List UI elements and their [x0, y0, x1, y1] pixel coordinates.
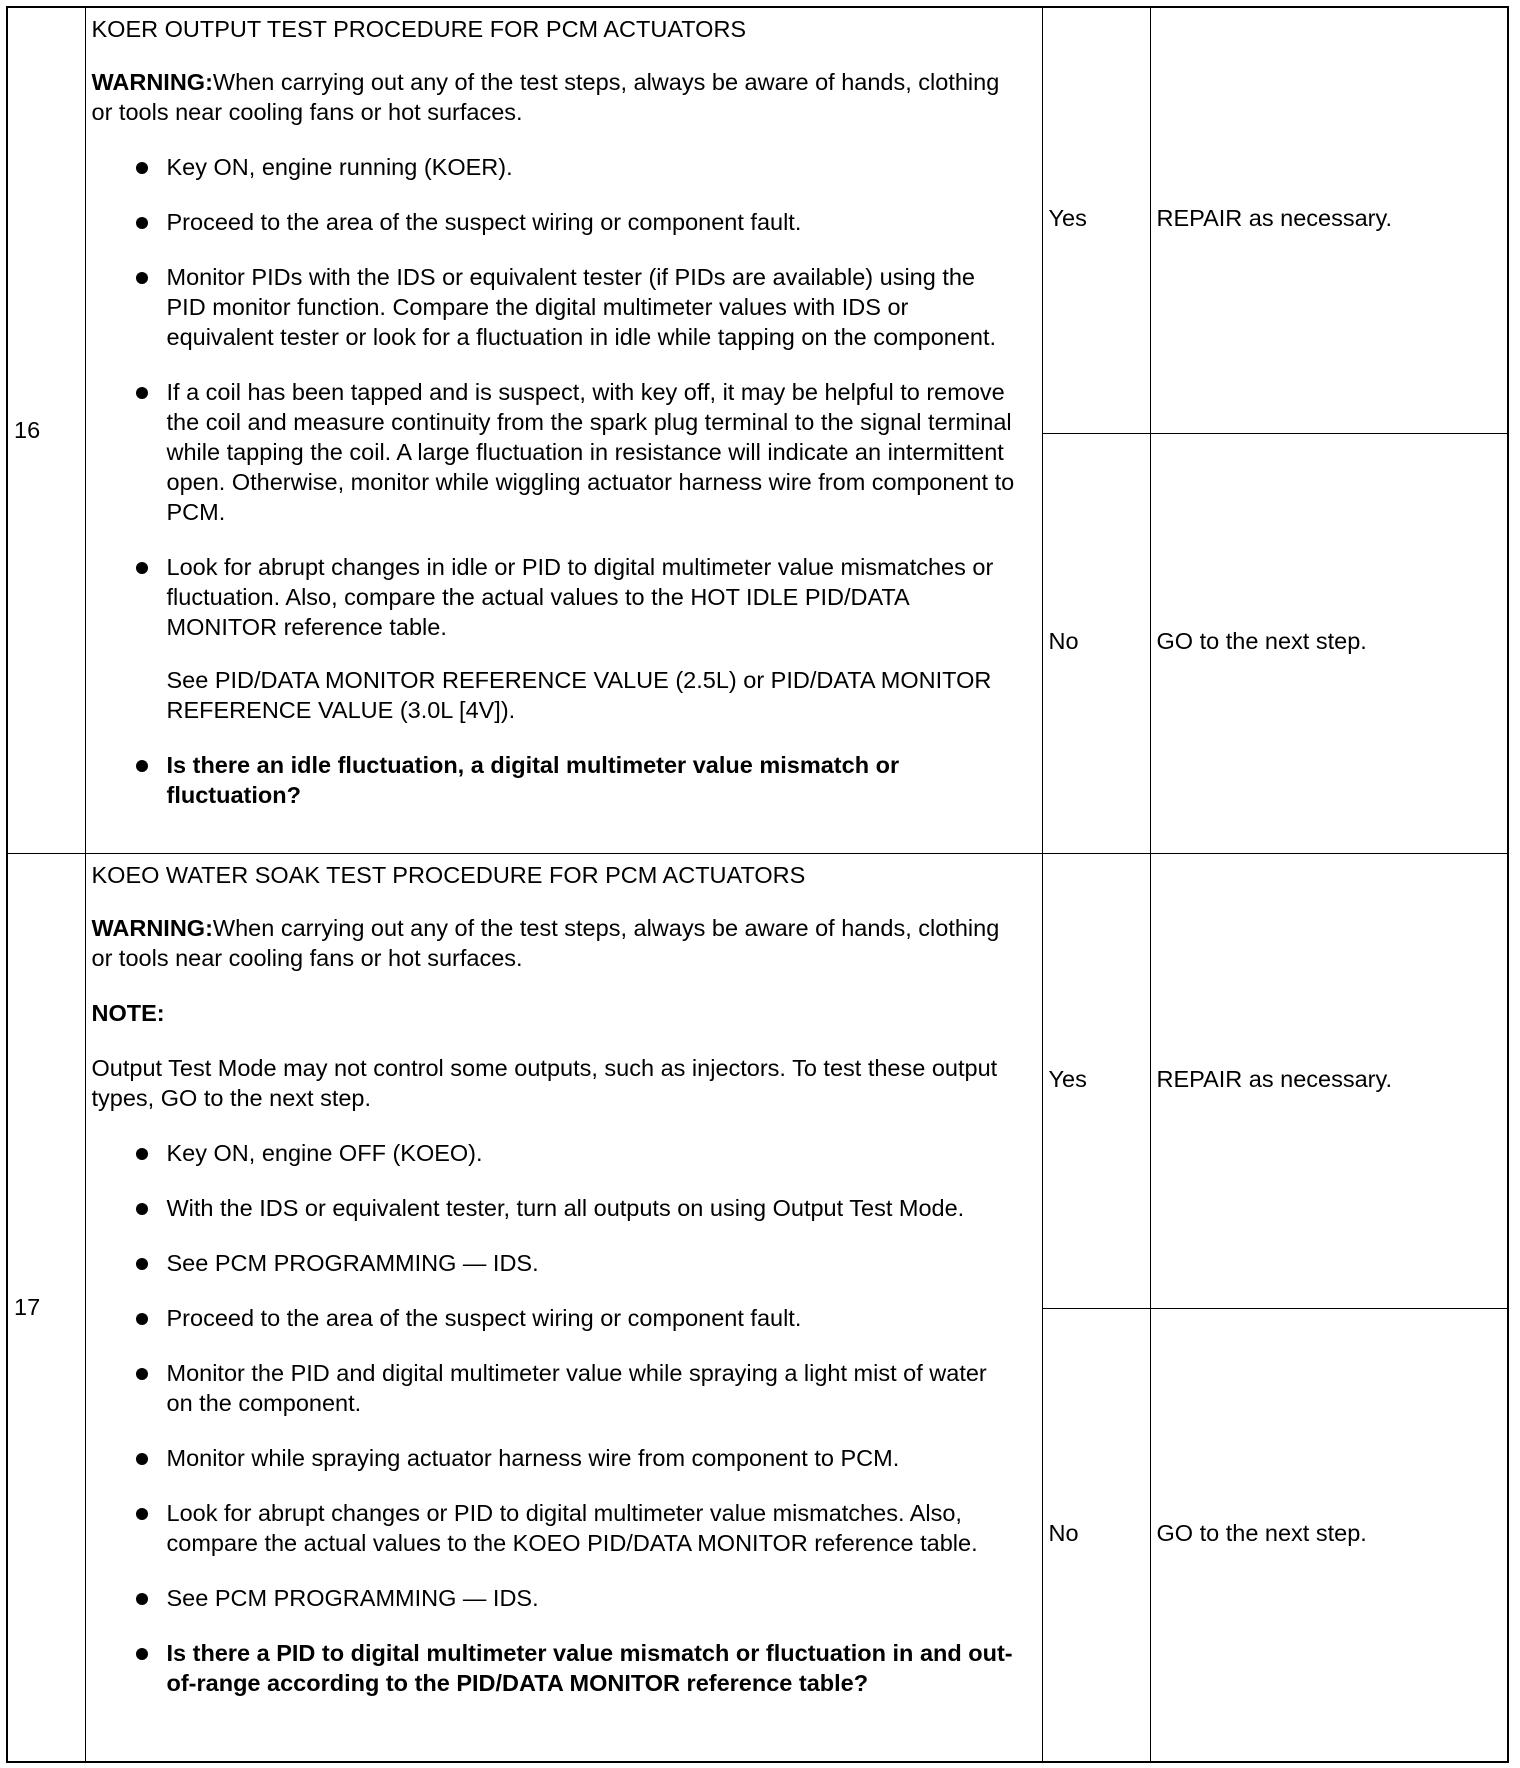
- yes-action: REPAIR as necessary.: [1156, 1065, 1393, 1092]
- procedure-steps: [92, 1138, 1018, 1698]
- step-number-cell: [7, 7, 85, 853]
- step-number: 17: [14, 1294, 41, 1321]
- diagnostic-procedure-table: [6, 6, 1509, 1763]
- list-item: Proceed to the area of the suspect wiring or component fault.: [92, 207, 1018, 237]
- bullet-icon: [136, 1148, 148, 1160]
- warning-paragraph: [92, 67, 1018, 127]
- list-item: Look for abrupt changes or PID to digital multimeter value mismatches. Also, compare the actual values to the KOEO PID/DATA MONITOR reference table.: [92, 1498, 1018, 1558]
- no-result-cell: [1042, 433, 1150, 853]
- no-action-cell: [1150, 1308, 1508, 1762]
- bullet-icon: [136, 1508, 148, 1520]
- yes-action-cell: [1150, 7, 1508, 433]
- bullet-icon: [136, 1593, 148, 1605]
- procedure-steps: [92, 152, 1018, 642]
- no-action: GO to the next step.: [1156, 1519, 1367, 1546]
- list-item: If a coil has been tapped and is suspect, with key off, it may be helpful to remove the coil and measure continuity from the spark plug terminal to the signal terminal while tapping the coil. A large fluctuation in resistance will indicate an intermittent open. Otherwise, monitor while wiggling actuator harness wire from component to PCM.: [92, 377, 1018, 527]
- yes-result-cell: [1042, 853, 1150, 1308]
- bullet-icon: [136, 760, 148, 772]
- yes-action-cell: [1150, 853, 1508, 1308]
- procedure-cell: [85, 853, 1042, 1762]
- no-label: No: [1048, 628, 1079, 654]
- list-item: See PCM PROGRAMMING — IDS.: [92, 1583, 1018, 1613]
- step-16-yes-row: [7, 7, 1508, 433]
- bullet-icon: [136, 1368, 148, 1380]
- question-item: Is there an idle fluctuation, a digital multimeter value mismatch or fluctuation?: [92, 750, 1018, 810]
- warning-text: When carrying out any of the test steps, always be aware of hands, clothing or tools near cooling fans or hot surfaces.: [91, 914, 1000, 971]
- list-item: With the IDS or equivalent tester, turn all outputs on using Output Test Mode.: [92, 1193, 1018, 1223]
- procedure-question-list: [92, 750, 1018, 810]
- bullet-icon: [136, 1453, 148, 1465]
- list-item: Proceed to the area of the suspect wiring or component fault.: [92, 1303, 1018, 1333]
- list-item: Key ON, engine OFF (KOEO).: [92, 1138, 1018, 1168]
- no-result-cell: [1042, 1308, 1150, 1762]
- bullet-icon: [136, 162, 148, 174]
- warning-paragraph: [92, 913, 1018, 973]
- list-item: Monitor PIDs with the IDS or equivalent tester (if PIDs are available) using the PID monitor function. Compare the digital multimeter values with IDS or equivalent tester or look for a fluctuation in idle while tapping on the component.: [92, 262, 1018, 352]
- step-17-yes-row: [7, 853, 1508, 1308]
- list-item: Monitor the PID and digital multimeter value while spraying a light mist of water on the component.: [92, 1358, 1018, 1418]
- list-item: Monitor while spraying actuator harness wire from component to PCM.: [92, 1443, 1018, 1473]
- procedure-cell: [85, 7, 1042, 853]
- yes-result-cell: [1042, 7, 1150, 433]
- warning-label: WARNING:: [91, 69, 213, 95]
- bullet-icon: [136, 387, 148, 399]
- procedure-title: KOEO WATER SOAK TEST PROCEDURE FOR PCM ACTUATORS: [91, 861, 806, 888]
- no-label: No: [1048, 1519, 1079, 1546]
- step-number: 16: [14, 417, 41, 444]
- bullet-icon: [136, 1258, 148, 1270]
- bullet-icon: [136, 1203, 148, 1215]
- bullet-icon: [136, 217, 148, 229]
- note-label-paragraph: [92, 998, 1018, 1028]
- yes-label: Yes: [1048, 205, 1087, 232]
- note-label: NOTE:: [91, 999, 165, 1026]
- note-text: Output Test Mode may not control some outputs, such as injectors. To test these output types, GO to the next step.: [91, 1054, 998, 1111]
- list-item: See PCM PROGRAMMING — IDS.: [92, 1248, 1018, 1278]
- warning-label: WARNING:: [91, 914, 213, 941]
- question-item: Is there a PID to digital multimeter value mismatch or fluctuation in and out-of-range according to the PID/DATA MONITOR reference table?: [92, 1638, 1018, 1698]
- procedure-title: KOER OUTPUT TEST PROCEDURE FOR PCM ACTUATORS: [91, 16, 747, 42]
- list-item: Key ON, engine running (KOER).: [92, 152, 1018, 182]
- bullet-icon: [136, 272, 148, 284]
- no-action-cell: [1150, 433, 1508, 853]
- see-reference-text: See PID/DATA MONITOR REFERENCE VALUE (2.5L) or PID/DATA MONITOR REFERENCE VALUE (3.0L [4V]).: [166, 667, 992, 723]
- no-action: GO to the next step.: [1156, 628, 1367, 654]
- list-item: Look for abrupt changes in idle or PID to digital multimeter value mismatches or fluctuation. Also, compare the actual values to the HOT IDLE PID/DATA MONITOR reference table.: [92, 552, 1018, 642]
- bullet-icon: [136, 562, 148, 574]
- bullet-icon: [136, 1648, 148, 1660]
- yes-action: REPAIR as necessary.: [1156, 205, 1393, 232]
- bullet-icon: [136, 1313, 148, 1325]
- yes-label: Yes: [1048, 1065, 1087, 1092]
- step-number-cell: [7, 853, 85, 1762]
- warning-text: When carrying out any of the test steps, always be aware of hands, clothing or tools near cooling fans or hot surfaces.: [91, 69, 1000, 125]
